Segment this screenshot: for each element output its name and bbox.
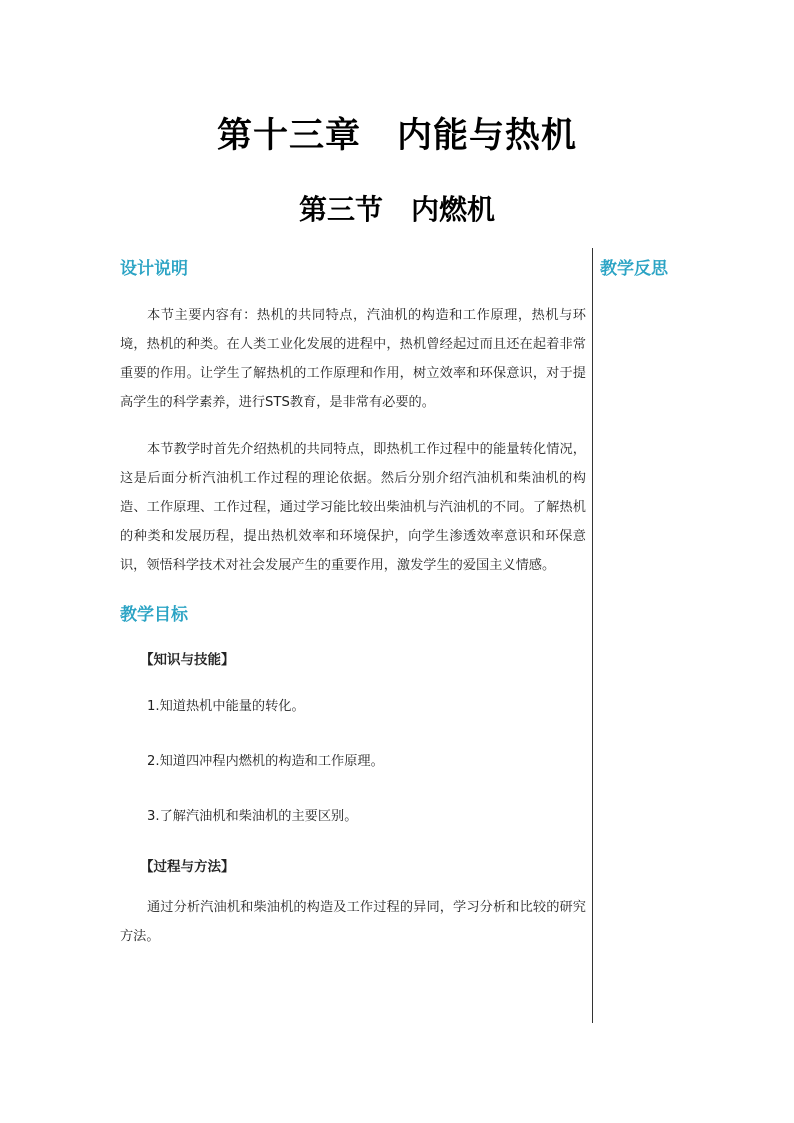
- knowledge-item-2: 2.知道四冲程内燃机的构造和工作原理。: [147, 754, 384, 769]
- chapter-title: 第十三章 内能与热机: [216, 116, 577, 156]
- goals-heading: 教学目标: [120, 605, 188, 625]
- process-paragraph: 通过分析汽油机和柴油机的构造及工作过程的异同，学习分析和比较的研究方法。: [120, 900, 586, 944]
- knowledge-item-1: 1.知道热机中能量的转化。: [147, 699, 305, 714]
- main-column: [120, 256, 586, 951]
- design-heading: 设计说明: [120, 259, 188, 279]
- side-column: [600, 256, 720, 282]
- knowledge-item-3: 3.了解汽油机和柴油机的主要区别。: [147, 809, 358, 824]
- design-paragraph-1: 本节主要内容有：热机的共同特点，汽油机的构造和工作原理，热机与环境，热机的种类。在人类工业化发展的进程中，热机曾经起过而且还在起着非常重要的作用。让学生了解热机的工作原理和作用，树立效率和环保意识，对于提高学生的科学素养，进行STS教育，是非常有必要的。: [120, 308, 586, 410]
- column-divider: [592, 248, 593, 1023]
- section-title: 第三节 内燃机: [298, 193, 495, 226]
- reflection-heading: 教学反思: [600, 259, 668, 279]
- process-label: 【过程与方法】: [140, 859, 235, 875]
- design-paragraph-2: 本节教学时首先介绍热机的共同特点，即热机工作过程中的能量转化情况，这是后面分析汽油机工作过程的理论依据。然后分别介绍汽油机和柴油机的构造、工作原理、工作过程，通过学习能比较出柴油机与汽油机的不同。了解热机的种类和发展历程，提出热机效率和环境保护，向学生渗透效率意识和环保意识，领悟科学技术对社会发展产生的重要作用，激发学生的爱国主义情感。: [120, 442, 586, 573]
- knowledge-label: 【知识与技能】: [140, 652, 235, 668]
